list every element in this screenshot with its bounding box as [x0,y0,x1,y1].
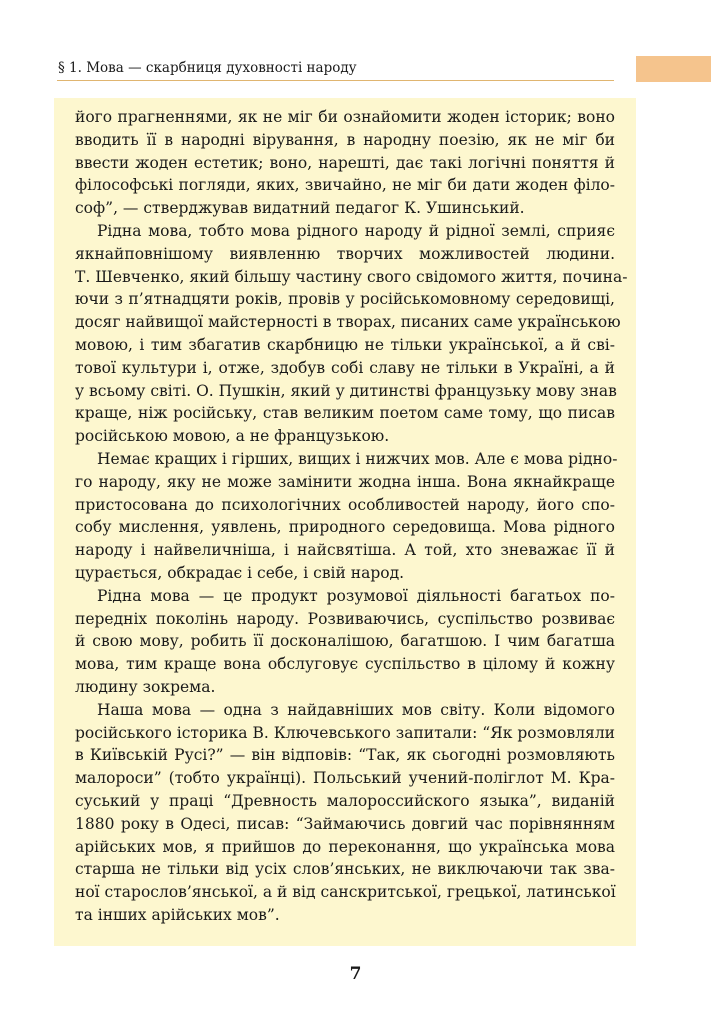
body-text [75,106,628,927]
text-line: якнайповнішому виявленню творчих можливостей людини. [75,244,615,263]
text-line: передніх поколінь народу. Розвиваючись, суспільство розвиває [75,609,615,628]
text-line: цурається, обкрадає і себе, і свій народ. [75,563,405,582]
text-line: Т. Шевченко, який більшу частину свого свідомого життя, почина- [75,267,628,286]
text-line: Рідна мова — це продукт розумової діяльності багатьох по- [97,586,615,605]
text-line: собу мислення, уявлень, природного середовища. Мова рідного [75,518,615,537]
text-line: людину зокрема. [75,677,216,696]
text-line: малороси” (тобто українці). Польський учений-поліглот М. Кра- [75,769,615,788]
text-line: ючи з п’ятнадцяти років, провів у російськомовному середовищі, [75,290,615,309]
text-line: його прагненнями, як не міг би ознайомити жоден історик; воно [75,108,615,126]
text-line: пристосована до психологічних особливостей народу, його спо- [75,495,615,514]
text-line: 1880 року в Одесі, писав: “Займаючись довгий час порівнянням [75,814,615,833]
header-divider [57,80,614,81]
text-line: мовою, і тим збагатив скарбницю не тільки української, а й сві- [75,335,615,354]
text-line: народу і найвеличніша, і найсвятіша. А той, хто зневажає її й [75,541,615,560]
text-line: ввести жоден естетик; воно, нарешті, дає такі логічні поняття й [75,153,615,172]
text-line: го народу, яку не може замінити жодна інша. Вона якнайкраще [75,472,615,491]
text-line: Немає кращих і гірших, вищих і нижчих мов. Але є мова рідно- [97,449,618,468]
text-line: вводить її в народні вірування, в народну поезію, як не міг би [75,130,615,149]
text-line: в Київській Русі?” — він відповів: “Так, як сьогодні розмовляють [75,746,615,765]
text-line: російського історика В. Ключевського запитали: “Як розмовляли [75,723,615,742]
chapter-tab-marker [636,56,711,82]
text-line: арійських мов, я прийшов до переконання, що українська мова [75,837,615,856]
text-line: мова, тим краще вона обслуговує суспільство в цілому й кожну [75,655,615,674]
text-line: краще, ніж російську, став великим поетом саме тому, що писав [75,404,615,423]
text-line: Рідна мова, тобто мова рідного народу й рідної землі, сприяє [97,221,615,240]
text-line: й свою мову, робить її досконалішою, багатшою. І чим багатша [75,632,615,651]
text-line: соф”, — стверджував видатний педагог К. Ушинський. [75,199,525,218]
running-header-title: § 1. Мова — скарбниця духовності народу [58,60,357,76]
text-line: суський у праці “Древность малороссийского языка”, виданій [75,791,615,810]
text-line: та інших арійських мов”. [75,905,280,924]
text-line: російською мовою, а не французькою. [75,427,390,446]
text-line: Наша мова — одна з найдавніших мов світу. Коли відомого [97,700,615,719]
text-line: у всьому світі. О. Пушкін, який у дитинстві французьку мову знав [75,381,617,400]
text-line: старша не тільки від усіх слов’янських, не виключаючи так зва- [75,860,615,879]
page-number: 7 [349,964,362,984]
text-line: тової культури і, отже, здобув собі славу не тільки в Україні, а й [75,358,615,377]
text-line: досяг найвищої майстерності в творах, писаних саме українською [75,313,621,332]
text-line: філософські погляди, яких, звичайно, не міг би дати жоден філо- [75,176,615,195]
text-line: ної старослов’янської, а й від санскритської, грецької, латинської [75,883,616,902]
